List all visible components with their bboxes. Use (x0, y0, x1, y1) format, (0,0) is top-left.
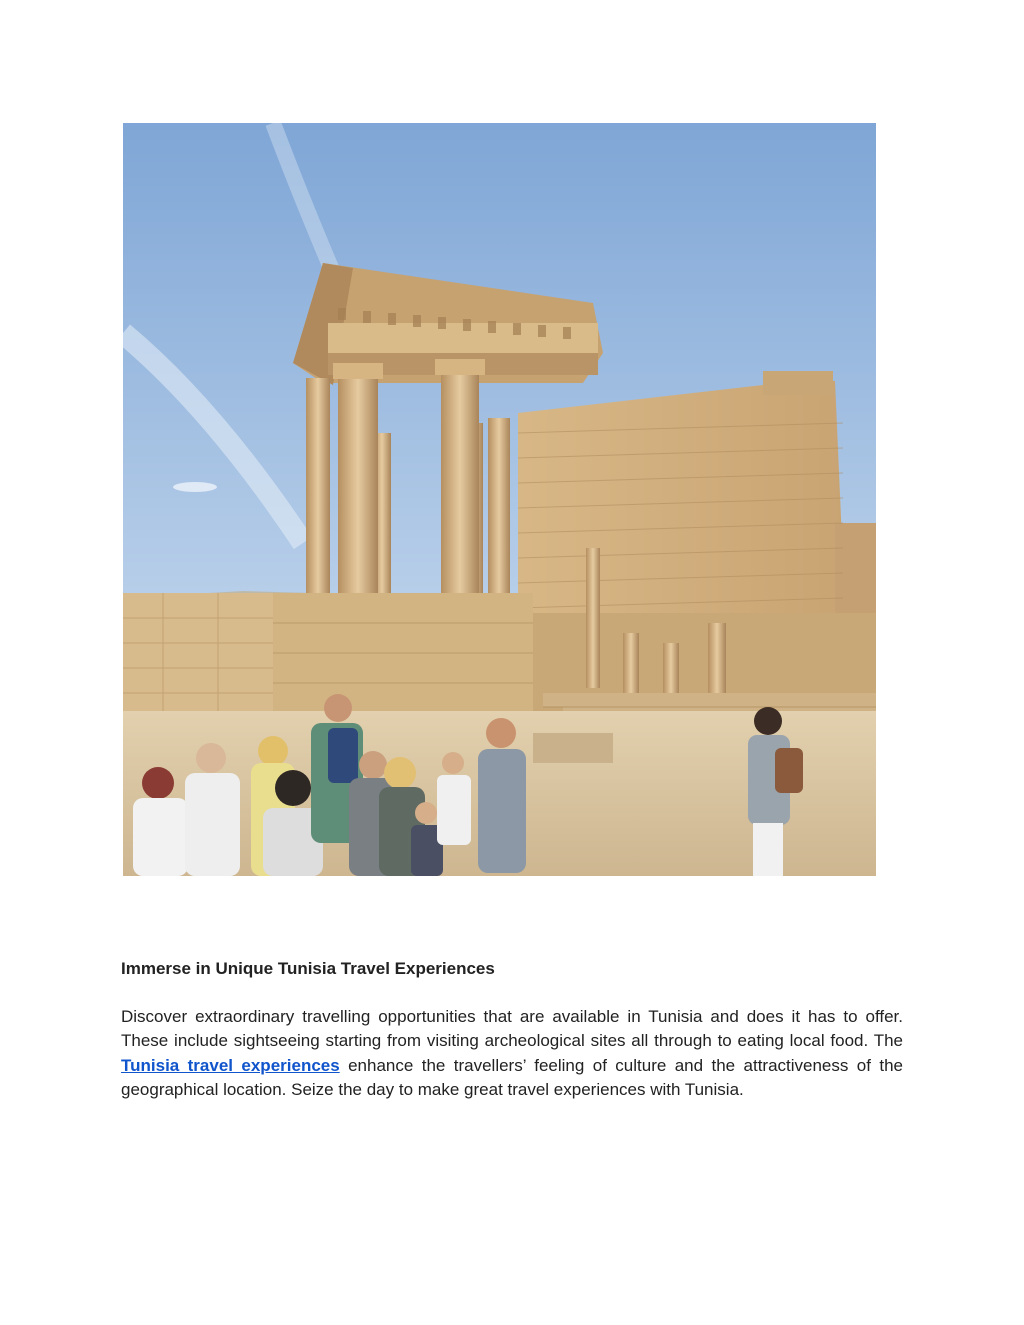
paragraph-text-start: Discover extraordinary travelling opportunities that are available in Tunisia and does it has to offer. These include sightseeing starting from visiting archeological sites all through to eating local food. The (121, 1007, 903, 1051)
temple-ruins-photo (123, 123, 876, 876)
paragraph-text-end: enhance the travellers’ feeling of culture and the attractiveness of the geographical location. Seize the day to make great travel experiences with Tunisia. (121, 1055, 903, 1099)
tunisia-travel-experiences-link[interactable]: Tunisia travel experiences (121, 1055, 340, 1075)
article-heading: Immerse in Unique Tunisia Travel Experiences (121, 959, 495, 978)
article-paragraph (121, 1005, 903, 1102)
